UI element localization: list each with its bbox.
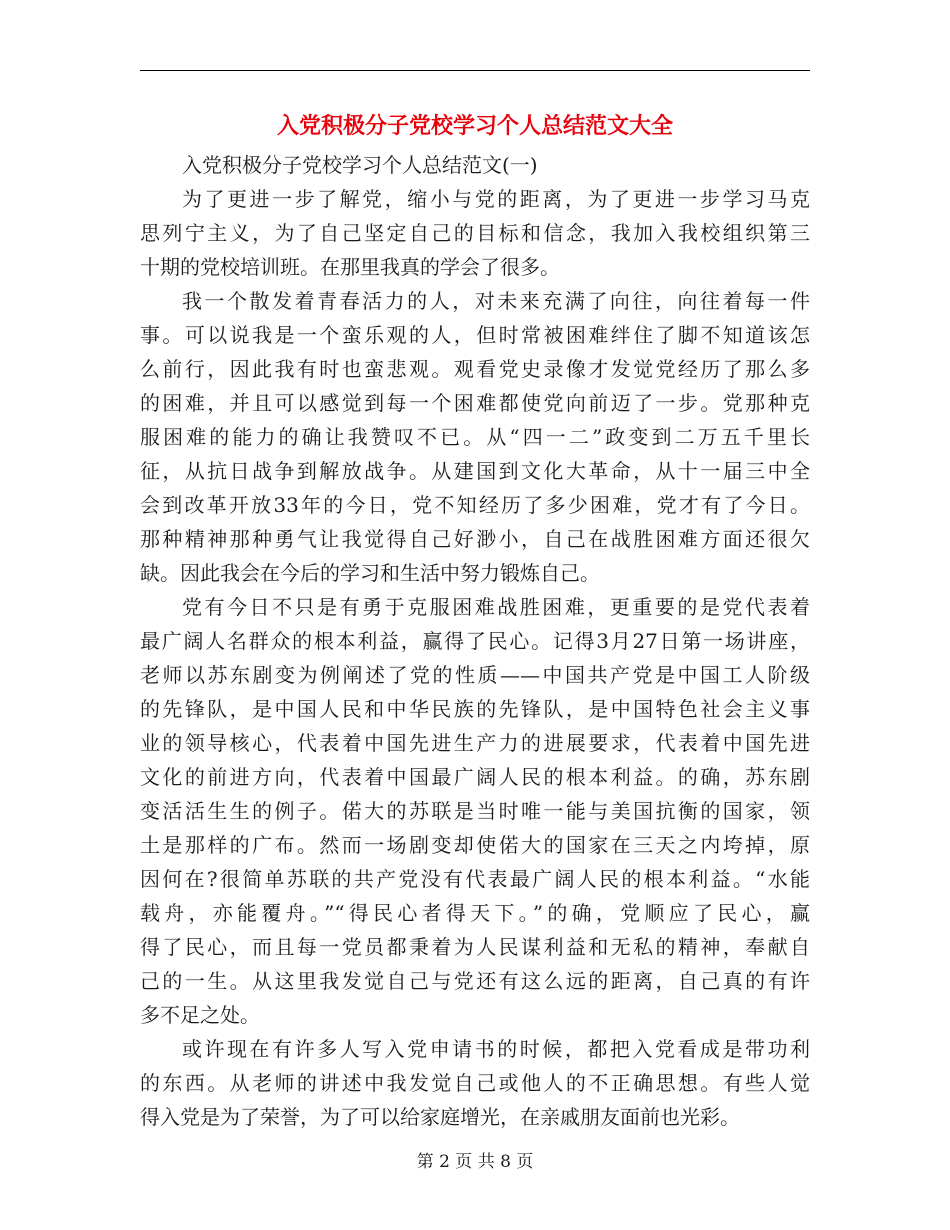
paragraph: [140, 284, 810, 590]
paragraph-line: 会到改革开放33年的今日，党不知经历了多少困难，党才有了今日。: [140, 493, 810, 517]
paragraph-line: 己的一生。从这里我发觉自己与党还有这么远的距离，自己真的有许: [140, 969, 810, 993]
paragraph-line: 我一个散发着青春活力的人，对未来充满了向往，向往着每一件: [182, 289, 810, 313]
paragraph-line: 为了更进一步了解党，缩小与党的距离，为了更进一步学习马克: [182, 187, 810, 211]
header-rule: [140, 70, 810, 71]
paragraph-line: 土是那样的广布。然而一场剧变却使偌大的国家在三天之内垮掉，原: [140, 833, 810, 857]
paragraph-line: 文化的前进方向，代表着中国最广阔人民的根本利益。的确，苏东剧: [140, 765, 810, 789]
paragraph-line: 载舟，亦能覆舟。”“得民心者得天下。”的确，党顺应了民心，赢: [140, 901, 810, 925]
page-number-footer: 第 2 页 共 8 页: [416, 1152, 534, 1172]
paragraph: [140, 182, 810, 284]
paragraph-line: 得入党是为了荣誉，为了可以给家庭增光，在亲戚朋友面前也光彩。: [140, 1105, 740, 1129]
paragraph-line: 那种精神那种勇气让我觉得自己好渺小，自己在战胜困难方面还很欠: [140, 527, 810, 551]
paragraph-line: 么前行，因此我有时也蛮悲观。观看党史录像才发觉党经历了那么多: [140, 357, 810, 381]
document-body: [140, 148, 810, 1134]
paragraph-line: 党有今日不只是有勇于克服困难战胜困难，更重要的是党代表着: [182, 595, 810, 619]
paragraph-line: 的先锋队，是中国人民和中华民族的先锋队，是中国特色社会主义事: [140, 697, 810, 721]
paragraph: [140, 1032, 810, 1134]
paragraph-line: 缺。因此我会在今后的学习和生活中努力锻炼自己。: [140, 561, 600, 585]
paragraph-line: 的困难，并且可以感觉到每一个困难都使党向前迈了一步。党那种克: [140, 391, 810, 415]
paragraph-line: 因何在?很简单苏联的共产党没有代表最广阔人民的根本利益。“水能: [140, 867, 810, 891]
paragraph-line: 或许现在有许多人写入党申请书的时候，都把入党看成是带功利: [182, 1037, 810, 1061]
paragraph-line: 思列宁主义，为了自己坚定自己的目标和信念，我加入我校组织第三: [140, 221, 810, 245]
paragraph-line: 的东西。从老师的讲述中我发觉自己或他人的不正确思想。有些人觉: [140, 1071, 810, 1095]
paragraph-container: [140, 182, 810, 1134]
paragraph-line: 变活活生生的例子。偌大的苏联是当时唯一能与美国抗衡的国家，领: [140, 799, 810, 823]
paragraph-line: 十期的党校培训班。在那里我真的学会了很多。: [140, 255, 560, 279]
paragraph-line: 服困难的能力的确让我赞叹不已。从“四一二”政变到二万五千里长: [140, 425, 810, 449]
document-title: 入党积极分子党校学习个人总结范文大全: [276, 113, 673, 139]
section-subheading: 入党积极分子党校学习个人总结范文(一): [182, 153, 538, 177]
paragraph-line: 老师以苏东剧变为例阐述了党的性质——中国共产党是中国工人阶级: [140, 663, 810, 687]
paragraph-line: 业的领导核心，代表着中国先进生产力的进展要求，代表着中国先进: [140, 731, 810, 755]
paragraph-line: 多不足之处。: [140, 1003, 260, 1027]
paragraph-line: 得了民心，而且每一党员都秉着为人民谋利益和无私的精神，奉献自: [140, 935, 810, 959]
paragraph-line: 最广阔人名群众的根本利益，赢得了民心。记得3月27日第一场讲座，: [140, 629, 810, 653]
paragraph-line: 征，从抗日战争到解放战争。从建国到文化大革命，从十一届三中全: [140, 459, 810, 483]
paragraph-line: 事。可以说我是一个蛮乐观的人，但时常被困难绊住了脚不知道该怎: [140, 323, 810, 347]
paragraph: [140, 590, 810, 1032]
